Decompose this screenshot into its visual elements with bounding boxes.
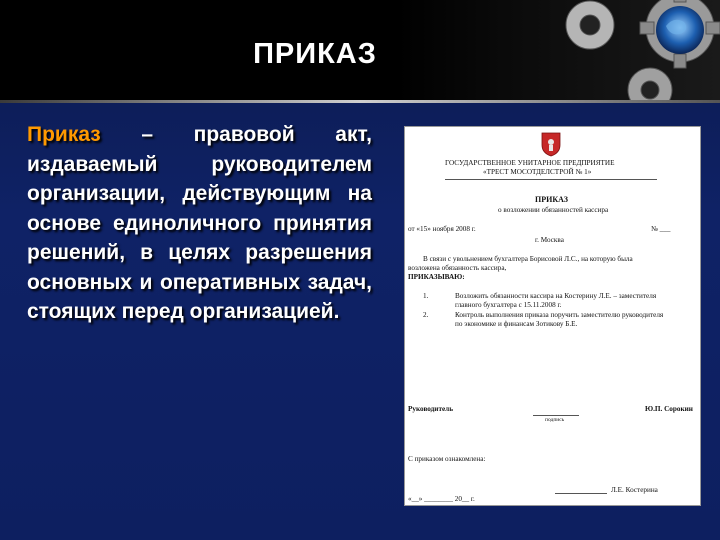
doc-subject: о возложении обязанностей кассира [498,206,609,214]
doc-org-line1: ГОСУДАРСТВЕННОЕ УНИТАРНОЕ ПРЕДПРИЯТИЕ [445,159,615,167]
doc-emp-name: Л.Е. Костерина [611,486,658,494]
doc-city: г. Москва [535,236,564,244]
doc-item1-line2: главного бухгалтера с 15.11.2008 г. [455,301,562,309]
doc-item2-num: 2. [423,311,429,319]
doc-title: ПРИКАЗ [535,195,568,204]
doc-head-label: Руководитель [408,405,453,413]
doc-head-sign-line [533,415,579,416]
gears-globe-icon [530,0,720,100]
doc-item2-line2: по экономике и финансам Зотикову Б.Е. [455,320,578,328]
doc-order-word: ПРИКАЗЫВАЮ: [408,273,465,281]
doc-emp-sign-line [555,493,607,494]
doc-item1-num: 1. [423,292,429,300]
header-divider [0,100,720,103]
term-highlight: Приказ [27,123,101,146]
doc-item1-line1: Возложить обязанности кассира на Костерину Л.Е. – заместителя [455,292,657,300]
doc-head-name: Ю.П. Сорокин [645,405,693,413]
doc-date: от «15» ноября 2008 г. [408,225,476,233]
doc-org-line2: «ТРЕСТ МОСОТДЕЛСТРОЙ № 1» [483,168,592,176]
doc-date-blank: «__» ________ 20__ г. [408,495,475,503]
moscow-coat-of-arms-icon [540,131,562,157]
doc-header-rule [445,179,657,180]
doc-acquainted: С приказом ознакомлена: [408,455,486,463]
doc-text-1: В связи с увольнением бухгалтера Борисовой Л.С., на которую была [423,255,633,263]
doc-head-sign-caption: подпись [545,417,565,423]
definition-text [27,120,372,327]
doc-text-2: возложена обязанность кассира, [408,264,507,272]
order-document-image [404,126,701,506]
definition-body: – правовой акт, издаваемый руководителем организации, действующим на основе единоличного принятия решений, в целях разрешения основных и оперативных задач, стоящих перед организацией. [27,123,372,323]
doc-number: № ___ [651,225,671,233]
slide-title: ПРИКАЗ [253,38,377,70]
header-bar [0,0,720,103]
doc-item2-line1: Контроль выполнения приказа поручить заместителю руководителя [455,311,664,319]
